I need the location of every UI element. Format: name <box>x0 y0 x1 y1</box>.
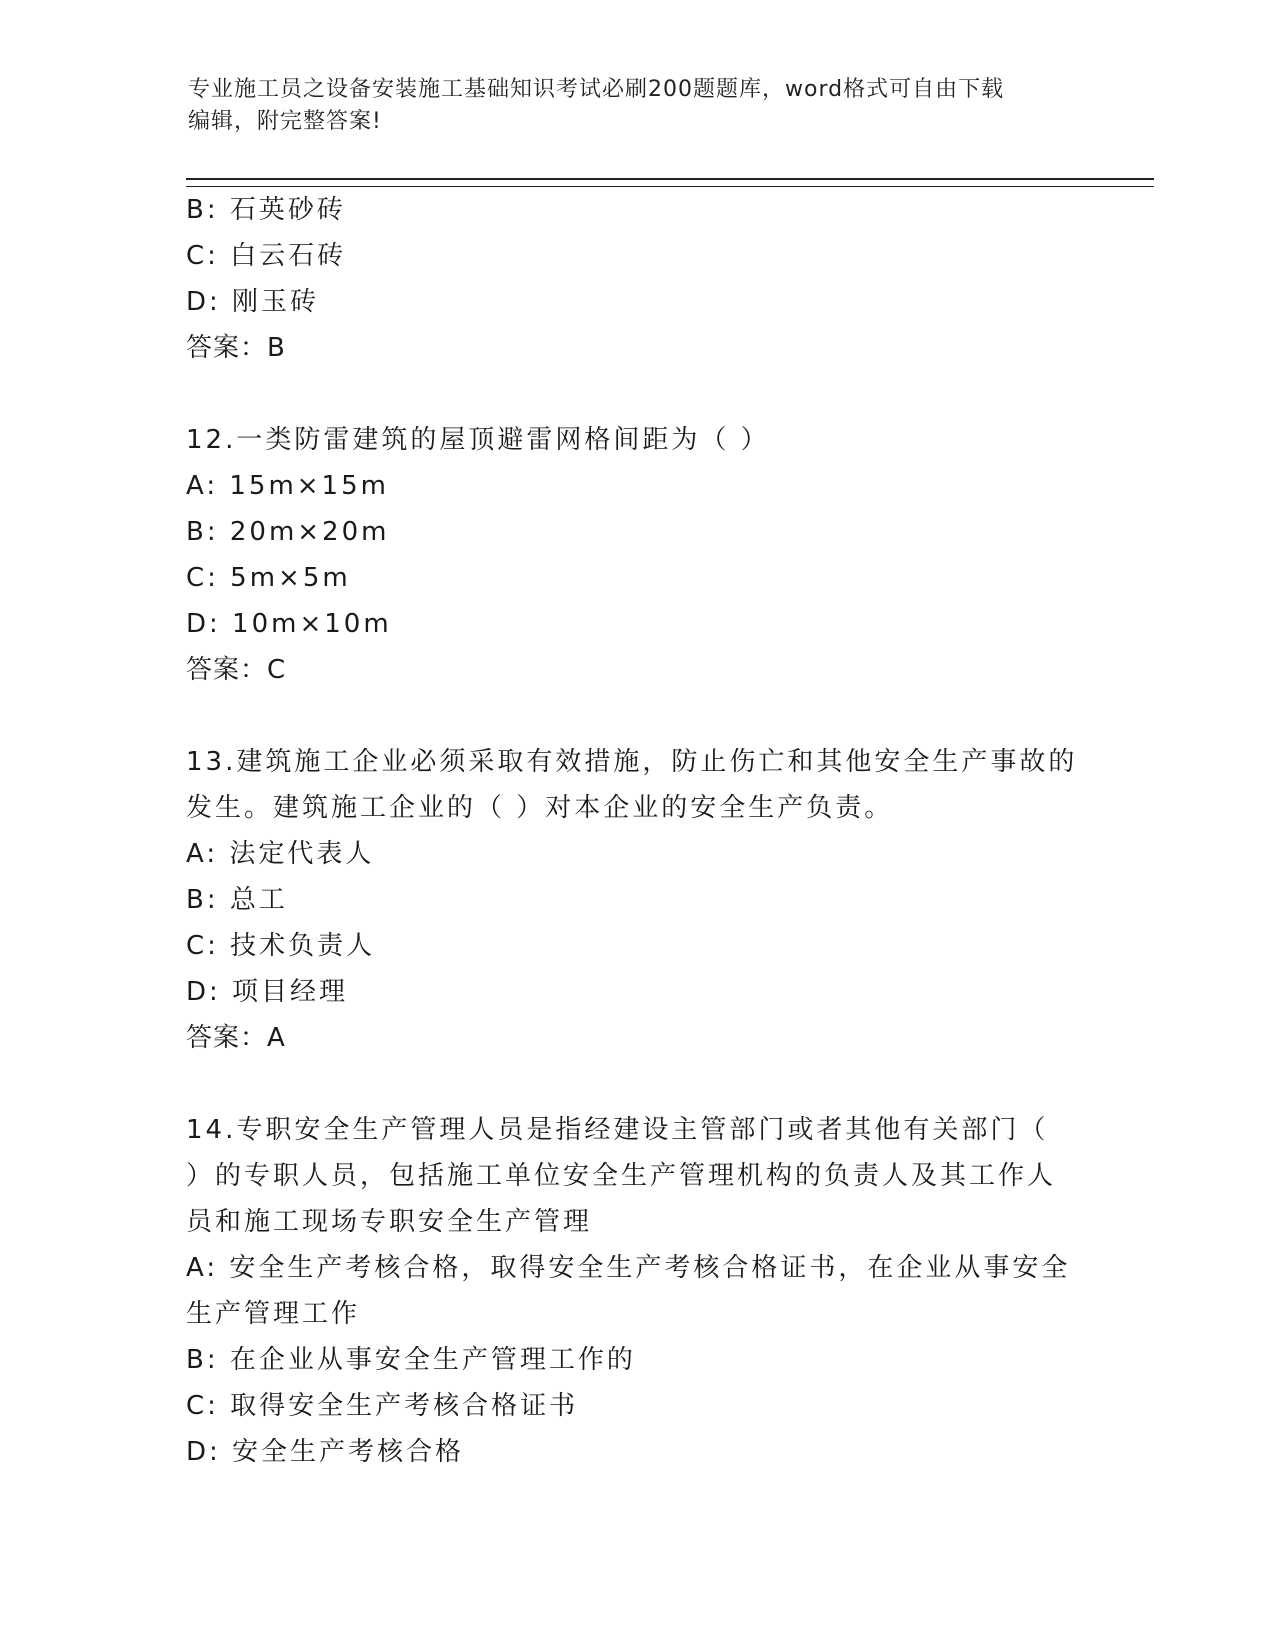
question-14 <box>186 1107 1086 1475</box>
option-b: B: 总工 <box>186 885 288 915</box>
option-a: A: 法定代表人 <box>186 839 375 869</box>
question-stem-line-2: ）的专职人员，包括施工单位安全生产管理机构的负责人及其工作人 <box>186 1161 1057 1191</box>
header-title-line-1: 专业施工员之设备安装施工基础知识考试必刷200题题库，word格式可自由下载 <box>188 77 1005 102</box>
option-c: C: 白云石砖 <box>186 241 347 271</box>
spacer <box>186 371 1086 417</box>
option-d: D: 刚玉砖 <box>186 287 320 317</box>
question-stem: 12.一类防雷建筑的屋顶避雷网格间距为（ ） <box>186 425 770 455</box>
spacer <box>186 693 1086 739</box>
question-stem-line-1: 13.建筑施工企业必须采取有效措施，防止伤亡和其他安全生产事故的 <box>186 747 1078 777</box>
option-b: B: 在企业从事安全生产管理工作的 <box>186 1345 636 1375</box>
option-c: C: 技术负责人 <box>186 931 376 961</box>
spacer <box>186 1061 1086 1107</box>
answer-line: 答案：A <box>186 1023 286 1053</box>
question-stem-line-2: 发生。建筑施工企业的（ ）对本企业的安全生产负责。 <box>186 793 894 823</box>
answer-line: 答案：B <box>186 333 286 363</box>
question-12 <box>186 417 1086 693</box>
answer-line: 答案：C <box>186 655 287 685</box>
option-c: C: 5m×5m <box>186 563 351 593</box>
option-b: B: 20m×20m <box>186 517 390 547</box>
header-divider <box>186 178 1154 187</box>
question-stem-line-3: 员和施工现场专职安全生产管理 <box>186 1207 593 1237</box>
question-13 <box>186 739 1086 1061</box>
option-b: B: 石英砂砖 <box>186 195 346 225</box>
option-a: A: 15m×15m <box>186 471 389 501</box>
question-11-tail <box>186 187 1086 371</box>
option-d: D: 10m×10m <box>186 609 392 639</box>
question-list <box>186 187 1086 1475</box>
document-header <box>188 74 1068 138</box>
option-d: D: 安全生产考核合格 <box>186 1437 465 1467</box>
option-d: D: 项目经理 <box>186 977 349 1007</box>
option-c: C: 取得安全生产考核合格证书 <box>186 1391 579 1421</box>
header-title-line-2: 编辑，附完整答案! <box>188 109 382 134</box>
option-a-line-2: 生产管理工作 <box>186 1299 361 1329</box>
question-stem-line-1: 14.专职安全生产管理人员是指经建设主管部门或者其他有关部门（ <box>186 1115 1049 1145</box>
option-a-line-1: A: 安全生产考核合格，取得安全生产考核合格证书，在企业从事安全 <box>186 1253 1071 1283</box>
